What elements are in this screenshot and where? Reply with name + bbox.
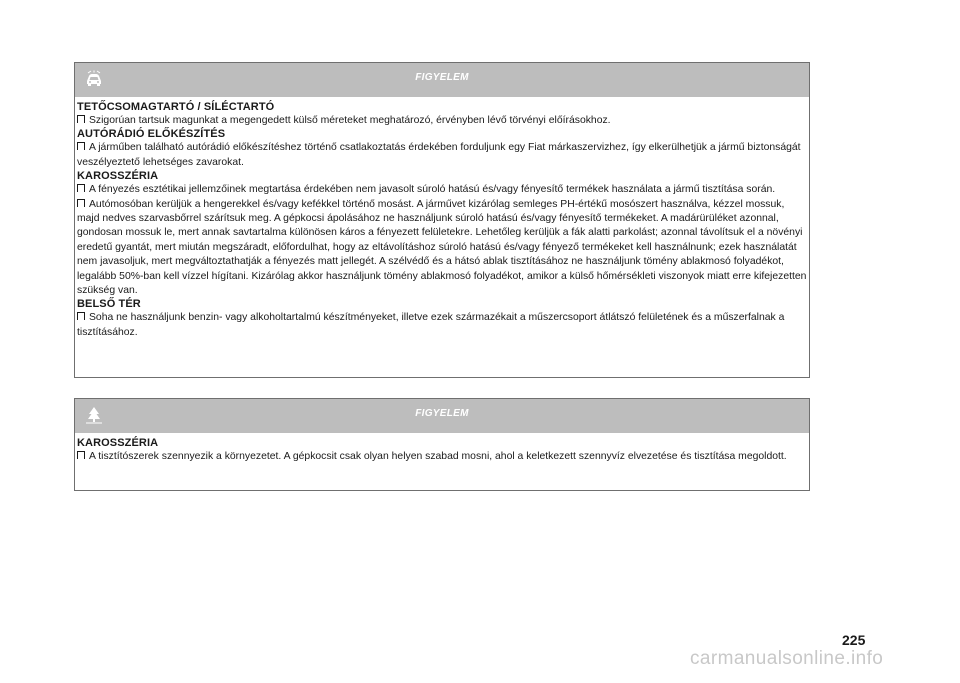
bullet-icon: [77, 115, 85, 123]
warning-title-2: FIGYELEM: [415, 408, 469, 419]
section-heading-bodywork: KAROSSZÉRIA: [77, 170, 159, 183]
bullet-icon: [77, 184, 85, 192]
section-paragraph: A fényezés esztétikai jellemzőinek megtartása érdekében nem javasolt súroló hatású és/vagy fényesítő termékek használata a jármű tisztítása során.: [77, 183, 807, 197]
section-paragraph: A tisztítószerek szennyezik a környezetet. A gépkocsit csak olyan helyen szabad mosni, ahol a keletkezett szennyvíz elvezetése és tisztítása megoldott.: [77, 450, 807, 464]
watermark: carmanualsonline.info: [690, 648, 884, 669]
warning-content-2: [75, 433, 809, 464]
warning-box-1: [74, 62, 810, 378]
section-heading-bodywork-env: KAROSSZÉRIA: [77, 437, 159, 449]
bullet-icon: [77, 451, 85, 459]
bullet-icon: [77, 312, 85, 320]
warning-content-1: [75, 97, 809, 340]
bullet-icon: [77, 199, 85, 207]
section-heading-radio: AUTÓRÁDIÓ ELŐKÉSZÍTÉS: [77, 128, 226, 141]
warning-box-2: [74, 398, 810, 491]
section-paragraph: A járműben található autórádió előkészítéshez történő csatlakoztatás érdekében forduljunk egy Fiat márkaszervizhez, így elkerülhetjük a jármű biztonságát veszélyeztető lehetséges zavarokat.: [77, 142, 801, 168]
section-paragraph: Autómosóban kerüljük a hengerekkel és/vagy kefékkel történő mosást. A járművet kizárólag semleges PH-értékű mosószert használva, kézzel mossuk, majd nedves szarvasbőrrel szárítsuk meg. A gépkocsi ápolásához ne használjunk súroló hatású és/vagy fényesítő termékeket. A madárürüléket azonnal, gondosan mossuk le, mert annak savtartalma különösen káros a fényezett felületekre. Lehetőleg kerüljük a fák alatti parkolást; azonnal távolítsuk el a növényi eredetű gyantát, mert miután megszáradt, előfordulhat, hogy az eltávolításhoz súroló hatású és/vagy fényező termékeket kell használnunk; ezek használatát nem javasoljuk, mert megváltoztathatják a fényezés matt jellegét. A szélvédő és a hátsó ablak tisztításához ne használjunk tömény ablakmosó folyadékot, legalább 50%-ban kell vízzel hígítani. Kizárólag akkor használjunk tömény ablakmosó folyadékot, amikor a külső hőmérsékleti viszonyok miatt erre kifejezetten szükség van.: [77, 198, 807, 297]
bullet-icon: [77, 142, 85, 150]
section-heading-interior: BELSŐ TÉR: [77, 298, 141, 311]
warning-header-2: [75, 399, 809, 433]
section-heading-roof-rack: TETŐCSOMAGTARTÓ / SÍLÉCTARTÓ: [77, 101, 275, 113]
warning-header-1: [75, 63, 809, 97]
page-number: 225: [842, 632, 866, 648]
warning-title-1: FIGYELEM: [415, 72, 469, 83]
section-paragraph: Soha ne használjunk benzin- vagy alkoholtartalmú készítményeket, illetve ezek származékait a műszercsoport átlátszó felületének és a műszerfalnak a tisztításához.: [77, 312, 785, 338]
section-paragraph: Szigorúan tartsuk magunkat a megengedett külső méreteket meghatározó, érvényben lévő törvényi előírásokhoz.: [77, 114, 807, 128]
